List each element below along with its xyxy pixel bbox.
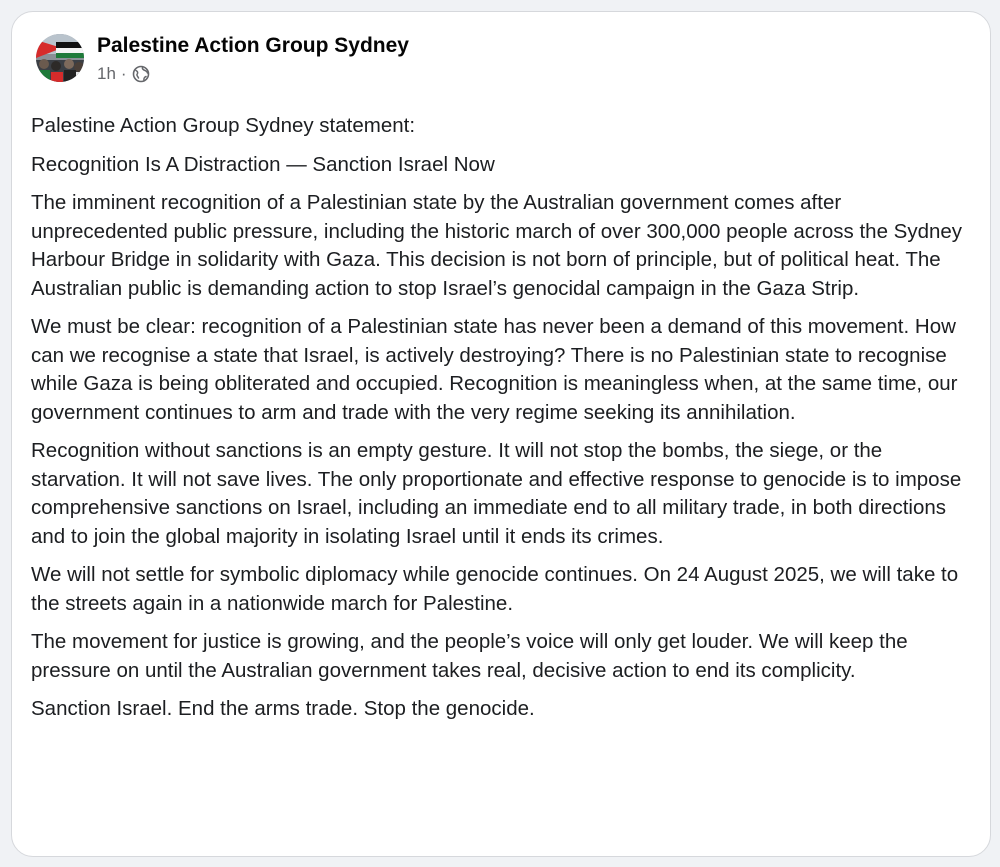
post-subline bbox=[97, 64, 409, 84]
post-timestamp[interactable]: 1h bbox=[97, 64, 116, 83]
separator-dot: · bbox=[120, 64, 127, 83]
globe-icon[interactable] bbox=[132, 65, 150, 83]
post-card bbox=[11, 11, 991, 857]
page-name-link[interactable]: Palestine Action Group Sydney bbox=[97, 34, 409, 57]
post-meta bbox=[97, 34, 409, 84]
post-header bbox=[36, 34, 409, 84]
post-paragraph: Palestine Action Group Sydney statement: bbox=[31, 114, 416, 137]
avatar-image bbox=[36, 34, 84, 82]
avatar[interactable] bbox=[36, 34, 84, 82]
post-body bbox=[31, 112, 976, 734]
post-paragraph: The movement for justice is growing, and the people’s voice will only get louder. We will keep the pressure on until the Australian government takes real, decisive action to end its complicity. bbox=[31, 630, 908, 682]
post-paragraph: We will not settle for symbolic diplomacy while genocide continues. On 24 August 2025, we will take to the streets again in a nationwide march for Palestine. bbox=[31, 563, 959, 615]
post-paragraph: Sanction Israel. End the arms trade. Stop the genocide. bbox=[31, 697, 535, 720]
post-paragraph: Recognition without sanctions is an empty gesture. It will not stop the bombs, the siege, or the starvation. It will not save lives. The only proportionate and effective response to genocide is to impose comprehensive sanctions on Israel, including an immediate end to all military trade, in both directions and to join the global majority in isolating Israel until it ends its crimes. bbox=[31, 439, 962, 548]
post-paragraph: We must be clear: recognition of a Palestinian state has never been a demand of this movement. How can we recognise a state that Israel, is actively destroying? There is no Palestinian state to recognise while Gaza is being obliterated and occupied. Recognition is meaningless when, at the same time, our government continues to arm and trade with the very regime seeking its annihilation. bbox=[31, 315, 958, 424]
post-paragraph: Recognition Is A Distraction — Sanction Israel Now bbox=[31, 152, 495, 176]
post-paragraph: The imminent recognition of a Palestinian state by the Australian government comes after unprecedented public pressure, including the historic march of over 300,000 people across the Sydney Harbour Bridge in solidarity with Gaza. This decision is not born of principle, but of political heat. The Australian public is demanding action to stop Israel’s genocidal campaign in the Gaza Strip. bbox=[31, 191, 963, 300]
